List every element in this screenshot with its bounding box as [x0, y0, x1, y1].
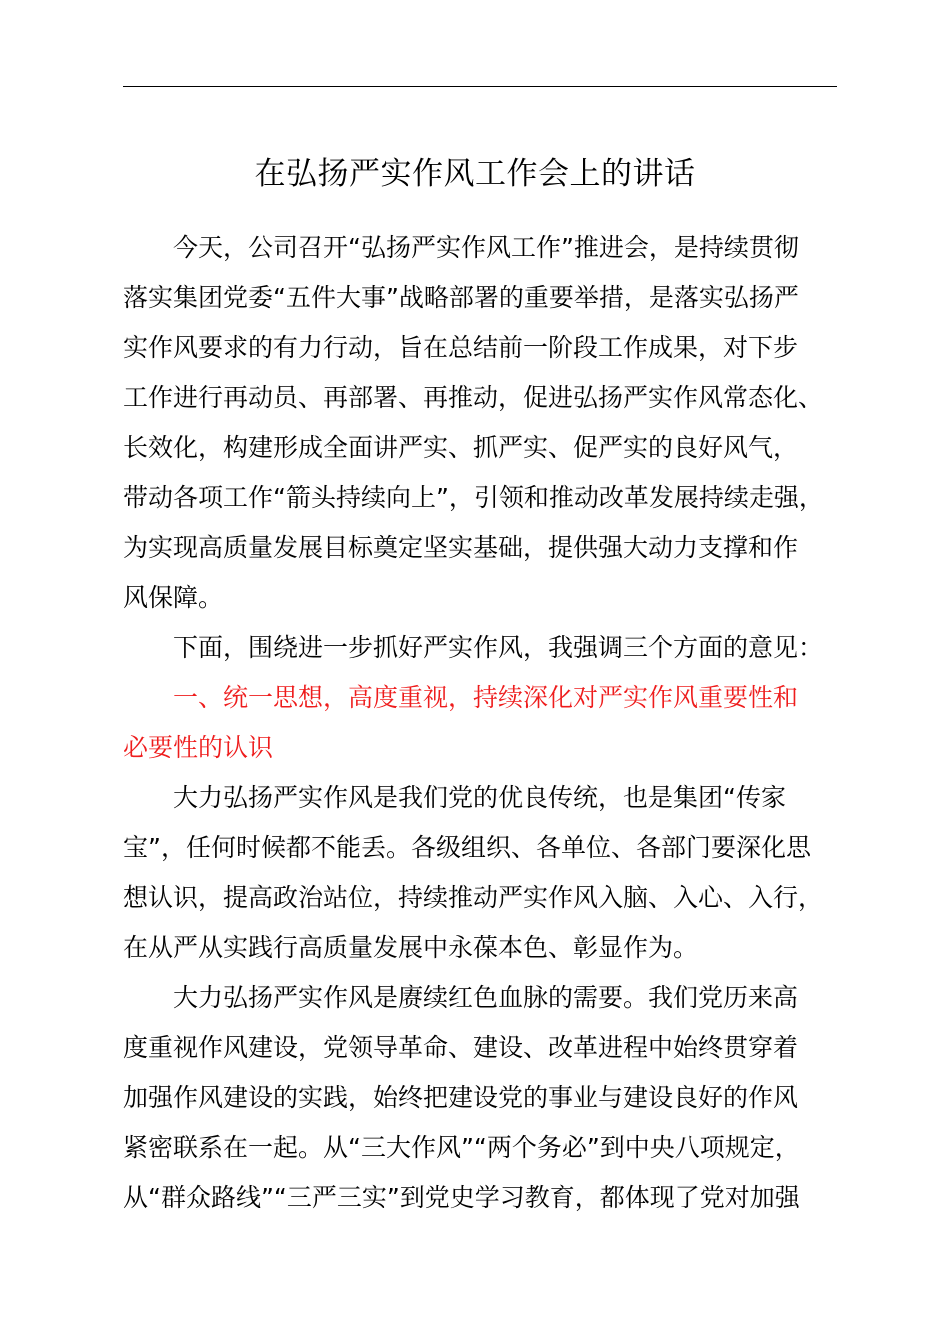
paragraph-line: 想认识，提高政治站位，持续推动严实作风入脑、入心、入行，	[123, 883, 824, 912]
paragraph-line: 带动各项工作“箭头持续向上”，引领和推动改革发展持续走强，	[123, 483, 824, 512]
header-rule	[123, 86, 837, 87]
paragraph-line: 落实集团党委“五件大事”战略部署的重要举措，是落实弘扬严	[123, 283, 799, 312]
paragraph-line: 度重视作风建设，党领导革命、建设、改革进程中始终贯穿着	[123, 1033, 799, 1062]
paragraph-line: 紧密联系在一起。从“三大作风”“两个务必”到中央八项规定，	[123, 1133, 800, 1162]
paragraph-line: 为实现高质量发展目标奠定坚实基础，提供强大动力支撑和作	[123, 533, 799, 562]
paragraph-line: 下面，围绕进一步抓好严实作风，我强调三个方面的意见：	[173, 633, 824, 662]
paragraph-line: 宝”，任何时候都不能丢。各级组织、各单位、各部门要深化思	[123, 833, 811, 862]
document-body	[123, 223, 843, 1223]
paragraph-line: 风保障。	[123, 583, 224, 612]
paragraph-line: 实作风要求的有力行动，旨在总结前一阶段工作成果，对下步	[123, 333, 799, 362]
page-title: 在弘扬严实作风工作会上的讲话	[254, 156, 696, 192]
paragraph-line: 加强作风建设的实践，始终把建设党的事业与建设良好的作风	[123, 1083, 799, 1112]
paragraph-line: 在从严从实践行高质量发展中永葆本色、彰显作为。	[123, 933, 699, 962]
paragraph-line: 大力弘扬严实作风是我们党的优良传统，也是集团“传家	[173, 783, 786, 812]
paragraph-line: 大力弘扬严实作风是赓续红色血脉的需要。我们党历来高	[173, 983, 799, 1012]
section-heading: 必要性的认识	[123, 733, 274, 762]
paragraph-line: 工作进行再动员、再部署、再推动，促进弘扬严实作风常态化、	[123, 383, 824, 412]
paragraph-line: 长效化，构建形成全面讲严实、抓严实、促严实的良好风气，	[123, 433, 799, 462]
paragraph-line: 从“群众路线”“三严三实”到党史学习教育，都体现了党对加强	[123, 1183, 800, 1212]
section-heading: 一、统一思想，高度重视，持续深化对严实作风重要性和	[173, 683, 799, 712]
paragraph-line: 今天，公司召开“弘扬严实作风工作”推进会，是持续贯彻	[173, 233, 799, 262]
